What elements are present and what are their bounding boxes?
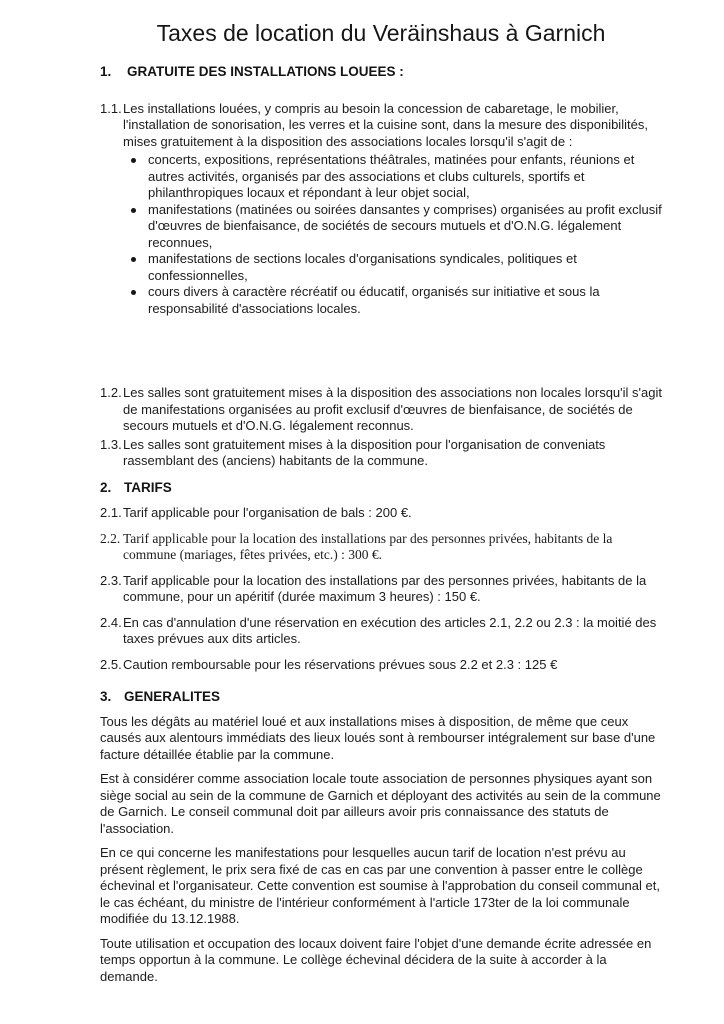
bullet-item-manifestations-profit: manifestations (matinées ou soirées dansantes y comprises) organisées au profit exclusif d'œuvres de bienfaisance, de sociétés de secours mutuels et d'O.N.G. légalement reconnues,	[148, 201, 662, 250]
clause-2-3-text: Tarif applicable pour la location des installations par des personnes privées, habitants de la commune, pour un apéritif (durée maximum 3 heures) : 150 €.	[123, 572, 647, 604]
paragraph-degats: Tous les dégâts au matériel loué et aux installations mises à disposition, de même que ceux causés aux alentours immédiats des lieux loués sont à rembourser intégralement sur base d'une facture détaillée établie par la commune.	[100, 713, 656, 762]
bullet-item-concerts: concerts, expositions, représentations théâtrales, matinées pour enfants, réunions et autres activités, organisés par des associations et clubs culturels, sportifs et philanthropiques locaux et répondant à leur objet social,	[148, 152, 662, 202]
paragraph-association-locale: Est à considérer comme association locale toute association de personnes physiques ayant son siège social au sein de la commune de Garnich et déployant des activités au sein de la commune de Garnich. Le conseil communal doit par ailleurs avoir pris connaissance des statuts de l'association.	[100, 771, 661, 836]
clause-2-1-text: Tarif applicable pour l'organisation de bals : 200 €.	[123, 505, 412, 520]
clause-1-3-text: Les salles sont gratuitement mises à la disposition pour l'organisation de conveniats rassemblant des (anciens) habitants de la commune.	[123, 436, 606, 468]
section-2-heading	[100, 480, 662, 497]
bullet-item-manifestations-sections: manifestations de sections locales d'organisations syndicales, politiques et confessionnelles,	[148, 251, 662, 284]
clause-2-2-text: Tarif applicable pour la location des installations par des personnes privées, habitants de la commune (mariages, fêtes privées, etc.) : 300 €.	[123, 530, 613, 562]
section-1-number: 1.	[100, 64, 112, 79]
clause-1-1-bullet-list	[100, 152, 662, 317]
section-1-heading	[100, 64, 662, 81]
clause-2-3	[100, 573, 662, 606]
clause-2-5-number: 2.5.	[100, 656, 122, 672]
clause-1-1	[100, 101, 662, 151]
section-3-heading	[100, 689, 662, 706]
clause-1-1-number: 1.1.	[100, 100, 122, 116]
clause-2-2	[100, 531, 662, 564]
clause-1-2-text: Les salles sont gratuitement mises à la disposition des associations non locales lorsqu'il s'agit de manifestations organisées au profit exclusif d'œuvres de bienfaisance, de sociétés de secours mutuels et d'O.N.G. légalement reconnus.	[123, 385, 662, 433]
clause-2-5	[100, 657, 662, 674]
clause-1-3-number: 1.3.	[100, 436, 122, 452]
clause-1-3	[100, 437, 662, 470]
bullet-item-cours-divers: cours divers à caractère récréatif ou éducatif, organisés sur initiative et sous la responsabilité d'associations locales.	[148, 284, 662, 317]
section-2-number: 2.	[100, 479, 112, 495]
clause-2-1	[100, 505, 662, 522]
section-3-number: 3.	[100, 689, 112, 704]
clause-2-4	[100, 615, 662, 648]
paragraph-demande-ecrite: Toute utilisation et occupation des locaux doivent faire l'objet d'une demande écrite adressée en temps opportun à la commune. Le collège échevinal décidera de la suite à accorder à la demande.	[100, 935, 652, 984]
clause-2-4-number: 2.4.	[100, 614, 122, 630]
clause-2-5-text: Caution remboursable pour les réservations prévues sous 2.2 et 2.3 : 125 €	[123, 656, 558, 672]
paragraph-convention: En ce qui concerne les manifestations pour lesquelles aucun tarif de location n'est prévu au présent règlement, le prix sera fixé de cas en cas par une convention à passer entre le collège échevinal et l'organisateur. Cette convention est soumise à l'approbation du conseil communal et, le cas échéant, du ministre de l'intérieur conformément à l'article 173ter de la loi communale modifiée du 13.12.1988.	[100, 845, 660, 926]
clause-2-4-text: En cas d'annulation d'une réservation en exécution des articles 2.1, 2.2 ou 2.3 : la moitié des taxes prévues aux dits articles.	[123, 614, 657, 646]
section-3-title: GENERALITES	[124, 689, 221, 704]
document-title: Taxes de location du Veräinshaus à Garnich	[156, 20, 606, 46]
clause-2-2-number: 2.2.	[100, 530, 121, 546]
clause-1-2-number: 1.2.	[100, 385, 122, 400]
section-1-title: GRATUITE DES INSTALLATIONS LOUEES :	[127, 64, 404, 79]
clause-1-1-text: Les installations louées, y compris au besoin la concession de cabaretage, le mobilier, l'installation de sonorisation, les verres et la cuisine sont, dans la mesure des disponibilités, mises gratuitement à la disposition des associations locales lorsqu'il s'agit de :	[123, 100, 648, 149]
clause-1-2	[100, 385, 662, 435]
clause-2-3-number: 2.3.	[100, 572, 122, 588]
clause-2-1-number: 2.1.	[100, 505, 122, 520]
section-2-title: TARIFS	[124, 479, 172, 495]
